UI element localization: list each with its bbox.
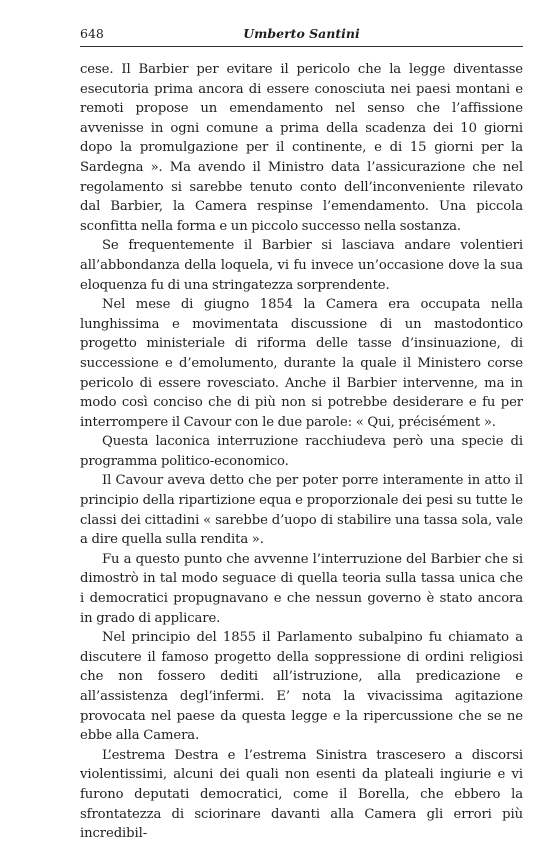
paragraph: Questa laconica interruzione racchiudeva però una specie di programma politico-economico. <box>80 434 523 469</box>
paragraph: Il Cavour aveva detto che per poter porre interamente in atto il principio della ripartizione equa e proporzionale dei pesi su tutte le classi dei cittadini « sarebbe d’uopo di stabilire una tassa sola, vale a dire quella sulla rendita ». <box>80 473 523 548</box>
paragraph: cese. Il Barbier per evitare il pericolo che la legge diventasse esecutoria prima ancora di essere conosciuta nei paesi montani e remoti propose un emendamento nel senso che l’affissione avvenisse in ogni comune a prima della scadenza dei 10 giorni dopo la promulgazione per il continente, e di 15 giorni per la Sardegna ». Ma avendo il Ministro data l’assicurazione che nel regolamento si sarebbe tenuto conto dell’inconveniente rilevato dal Barbier, la Camera respinse l’emendamento. Una piccola sconfitta nella forma e un piccolo successo nella sostanza. <box>80 62 523 234</box>
paragraph: L’estrema Destra e l’estrema Sinistra trascesero a discorsi violentissimi, alcuni dei quali non esenti da plateali ingiurie e vi furono deputati democratici, come il Borella, che ebbero la sfrontatezza di sciorinare davanti alla Camera gli errori più incredibil- <box>80 747 523 842</box>
page-header <box>80 24 523 44</box>
paragraph: Se frequentemente il Barbier si lasciava andare volentieri all’abbondanza della loquela, vi fu invece un’occasione dove la sua eloquenza fu di una stringatezza sorprendente. <box>80 238 523 293</box>
body-text <box>80 60 523 844</box>
paragraph: Fu a questo punto che avvenne l’interruzione del Barbier che si dimostrò in tal modo seguace di quella teoria sulla tassa unica che i democratici propugnavano e che nessun governo è stato ancora in grado di applicare. <box>80 551 523 626</box>
paragraph: Nel principio del 1855 il Parlamento subalpino fu chiamato a discutere il famoso progetto della soppressione di ordini religiosi che non fossero dediti all’istruzione, alla predicazione e all’assistenza degl’infermi. E’ nota la vivacissima agitazione provocata nel paese da questa legge e la ripercussione che se ne ebbe alla Camera. <box>80 630 523 744</box>
paragraph: Nel mese di giugno 1854 la Camera era occupata nella lunghissima e movimentata discussione di un mastodontico progetto ministeriale di riforma delle tasse d’insinuazione, di successione e d’emolumento, durante la quale il Ministero corse pericolo di essere rovesciato. Anche il Barbier intervenne, ma in modo così conciso che di più non si potrebbe desiderare e fu per interrompere il Cavour con le due parole: « Qui, précisément ». <box>80 297 523 430</box>
header-rule <box>80 46 523 47</box>
running-title: Umberto Santini <box>243 26 360 41</box>
page-number: 648 <box>80 26 104 41</box>
